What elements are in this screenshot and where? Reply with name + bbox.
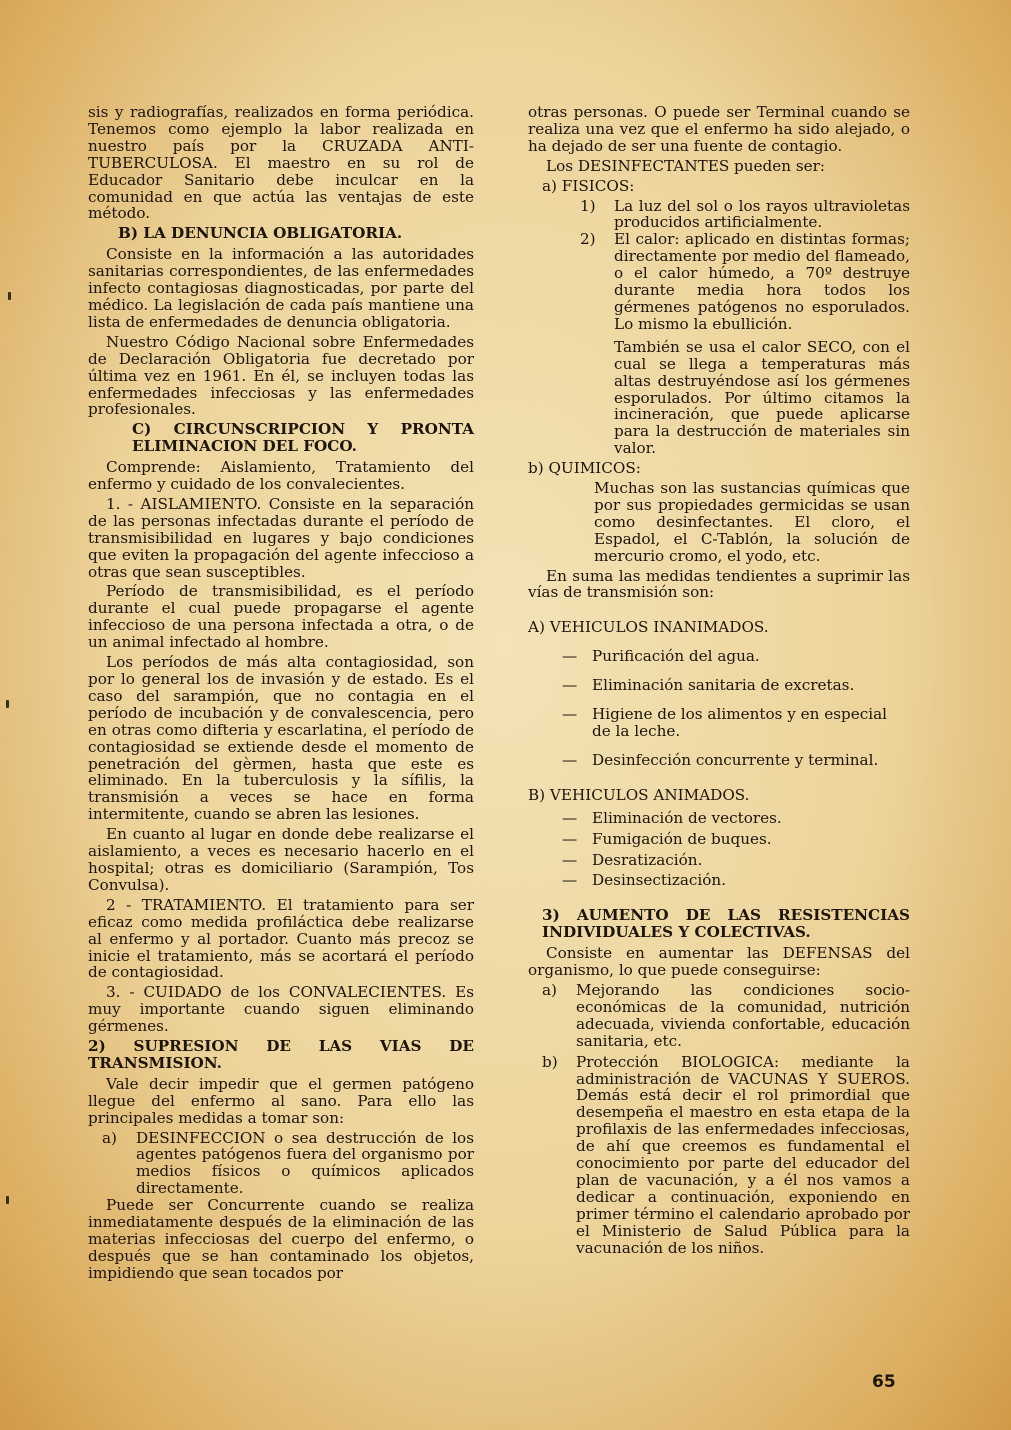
list-label: 2) xyxy=(580,230,596,249)
list-item xyxy=(528,198,910,232)
list-item xyxy=(562,706,910,740)
section-heading: 3) AUMENTO DE LAS RESISTENCIAS INDIVIDUALES Y COLECTIVAS. xyxy=(542,906,910,942)
margin-mark xyxy=(6,700,9,708)
paragraph: Nuestro Código Nacional sobre Enfermedades de Declaración Obligatoria fue decretado por última vez en 1961. En él, se incluyen todas las enfermedades infecciosas y las enfermedades profesionales. xyxy=(88,332,474,419)
list-item xyxy=(562,648,910,665)
list-item xyxy=(562,852,910,869)
paragraph: otras personas. O puede ser Terminal cuando se realiza una vez que el enfermo ha sido alejado, o ha dejado de ser una fuente de contagio. xyxy=(528,103,910,155)
paragraph: Los DESINFECTANTES pueden ser: xyxy=(546,156,826,175)
section-heading: 2) SUPRESION DE LAS VIAS DE TRANSMISION. xyxy=(88,1037,474,1072)
dash-marker: — xyxy=(562,871,578,890)
list-text: Desinfección concurrente y terminal. xyxy=(592,750,879,769)
paragraph: 1. - AISLAMIENTO. Consiste en la separación de las personas infectadas durante el período de transmisibilidad en lugares y bajo condiciones que eviten la propagación del agente infeccioso a otras que sean susceptibles. xyxy=(88,494,474,581)
list-label: 1) xyxy=(580,196,596,215)
paragraph: sis y radiografías, realizados en forma periódica. Tenemos como ejemplo la labor realizada en nuestro país por la CRUZADA ANTI-TUBERCULOSA. El maestro en su rol de Educador Sanitario debe inculcar en la comunidad en que actúa las ventajas de este método. xyxy=(88,103,474,223)
list-label: b) xyxy=(542,1052,558,1071)
paragraph: Período de transmisibilidad, es el período durante el cual puede propagarse el agente infeccioso de una persona infectada a otra, o de un animal infectado al hombre. xyxy=(88,582,474,652)
list-item xyxy=(562,752,910,769)
paragraph: Puede ser Concurrente cuando se realiza inmediatamente después de la eliminación de las materias infecciosas del cuerpo del enfermo, o después que se han contaminado los objetos, impidiendo que sean tocados por xyxy=(88,1196,474,1282)
list-item xyxy=(528,982,910,1050)
list-text: La luz del sol o los rayos ultravioletas producidos artificialmente. xyxy=(614,196,910,232)
left-column xyxy=(88,104,474,1285)
paragraph: 2 - TRATAMIENTO. El tratamiento para ser eficaz como medida profiláctica debe realizarse al enfermo y al portador. Cuanto más precoz se inicie el tratamiento, más se acortará el período de contagiosidad. xyxy=(88,895,474,982)
paragraph: También se usa el calor SECO, con el cual se llega a temperaturas más altas destruyéndose así los gérmenes esporulados. Por último citamos la incineración, que puede aplicarse para la destrucción de materiales sin valor. xyxy=(614,337,910,458)
paragraph: Comprende: Aislamiento, Tratamiento del enfermo y cuidado de los convalecientes. xyxy=(88,458,474,494)
list-text: DESINFECCION o sea destrucción de los agentes patógenos fuera del organismo por medios físicos o químicos aplicados directamente. xyxy=(136,1128,474,1198)
list-item xyxy=(88,1130,474,1198)
subheading: b) QUIMICOS: xyxy=(528,459,641,478)
paragraph: Vale decir impedir que el germen patógeno llegue del enfermo al sano. Para ello las principales medidas a tomar son: xyxy=(88,1074,474,1127)
list-item xyxy=(562,831,910,848)
dash-marker: — xyxy=(562,647,578,666)
paragraph: Consiste en la información a las autoridades sanitarias correspondientes, de las enfermedades infecto contagiosas diagnosticadas, por parte del médico. La legislación de cada país mantiene una lista de enfermedades de denuncia obligatoria. xyxy=(88,245,474,331)
list-text: Eliminación sanitaria de excretas. xyxy=(592,676,855,695)
dash-marker: — xyxy=(562,850,578,869)
paragraph: Los períodos de más alta contagiosidad, son por lo general los de invasión y de estado. Es el caso del sarampión, que no contagia en el período de incubación y de convalescencia, pero en otras como difteria y escarlatina, el período de contagiosidad se extiende desde el momento de penetración del gèrmen, hasta que este es eliminado. En la tuberculosis y la sífilis, la transmisión a veces se hace en forma intermitente, cuando se abren las lesiones. xyxy=(88,653,474,824)
list-text: Higiene de los alimentos y en especial de la leche. xyxy=(592,705,888,740)
paragraph: En suma las medidas tendientes a suprimir las vías de transmisión son: xyxy=(528,566,910,602)
page-number: 65 xyxy=(872,1372,896,1392)
paragraph: Muchas son las sustancias químicas que por sus propiedades germicidas se usan como desinfectantes. El cloro, el Espadol, el C-Tablón, la solución de mercurio cromo, el yodo, etc. xyxy=(594,479,910,565)
dash-marker: — xyxy=(562,750,578,769)
list-item xyxy=(528,1054,910,1257)
paragraph: 3. - CUIDADO de los CONVALECIENTES. Es muy importante cuando siguen eliminando gérmenes. xyxy=(88,983,474,1036)
list-label: a) xyxy=(102,1128,117,1147)
right-column xyxy=(528,104,910,1256)
margin-mark xyxy=(6,1196,9,1204)
list-item xyxy=(562,810,910,827)
list-label: a) xyxy=(542,980,557,999)
list-item xyxy=(562,677,910,694)
dash-marker: — xyxy=(562,829,578,848)
list-text: El calor: aplicado en distintas formas; directamente por medio del flameado, o el calor húmedo, a 70º destruye durante media hora todos los gérmenes patógenos no esporulados. Lo mismo la ebullición. xyxy=(614,230,910,333)
section-heading: A) VEHICULOS INANIMADOS. xyxy=(528,618,769,637)
dash-marker: — xyxy=(562,808,578,827)
paragraph: Consiste en aumentar las DEFENSAS del organismo, lo que puede conseguirse: xyxy=(528,944,910,980)
paragraph: En cuanto al lugar en donde debe realizarse el aislamiento, a veces es necesario hacerlo en el hospital; otras es domiciliario (Sarampión, Tos Convulsa). xyxy=(88,825,474,894)
list-text: Fumigación de buques. xyxy=(592,829,772,848)
subheading: a) FISICOS: xyxy=(542,176,635,195)
section-heading: B) VEHICULOS ANIMADOS. xyxy=(528,785,750,804)
list-text: Eliminación de vectores. xyxy=(592,808,782,827)
dash-marker: — xyxy=(562,705,578,724)
dash-marker: — xyxy=(562,676,578,695)
list-text: Purificación del agua. xyxy=(592,647,760,666)
margin-mark xyxy=(8,292,11,300)
section-heading: C) CIRCUNSCRIPCION Y PRONTA ELIMINACION DEL FOCO. xyxy=(132,420,474,456)
list-text: Protección BIOLOGICA: mediante la administración de VACUNAS Y SUEROS. Demás está decir el rol primordial que desempeña el maestro en esta etapa de la profilaxis de las enfermedades infecciosas, de ahí que creemos es fundamental el conocimiento por parte del educador del plan de vacunación, y a él nos vamos a dedicar a continuación, exponiendo en primer término el calendario aprobado por el Ministerio de Salud Pública para la vacunación de los niños. xyxy=(576,1052,910,1257)
list-text: Desratización. xyxy=(592,850,703,869)
section-heading: B) LA DENUNCIA OBLIGATORIA. xyxy=(118,224,403,243)
list-text: Desinsectización. xyxy=(592,871,727,890)
list-item xyxy=(562,872,910,889)
list-text: Mejorando las condiciones socio-económicas de la comunidad, nutrición adecuada, vivienda confortable, educación sanitaria, etc. xyxy=(576,980,910,1050)
list-item xyxy=(528,231,910,332)
